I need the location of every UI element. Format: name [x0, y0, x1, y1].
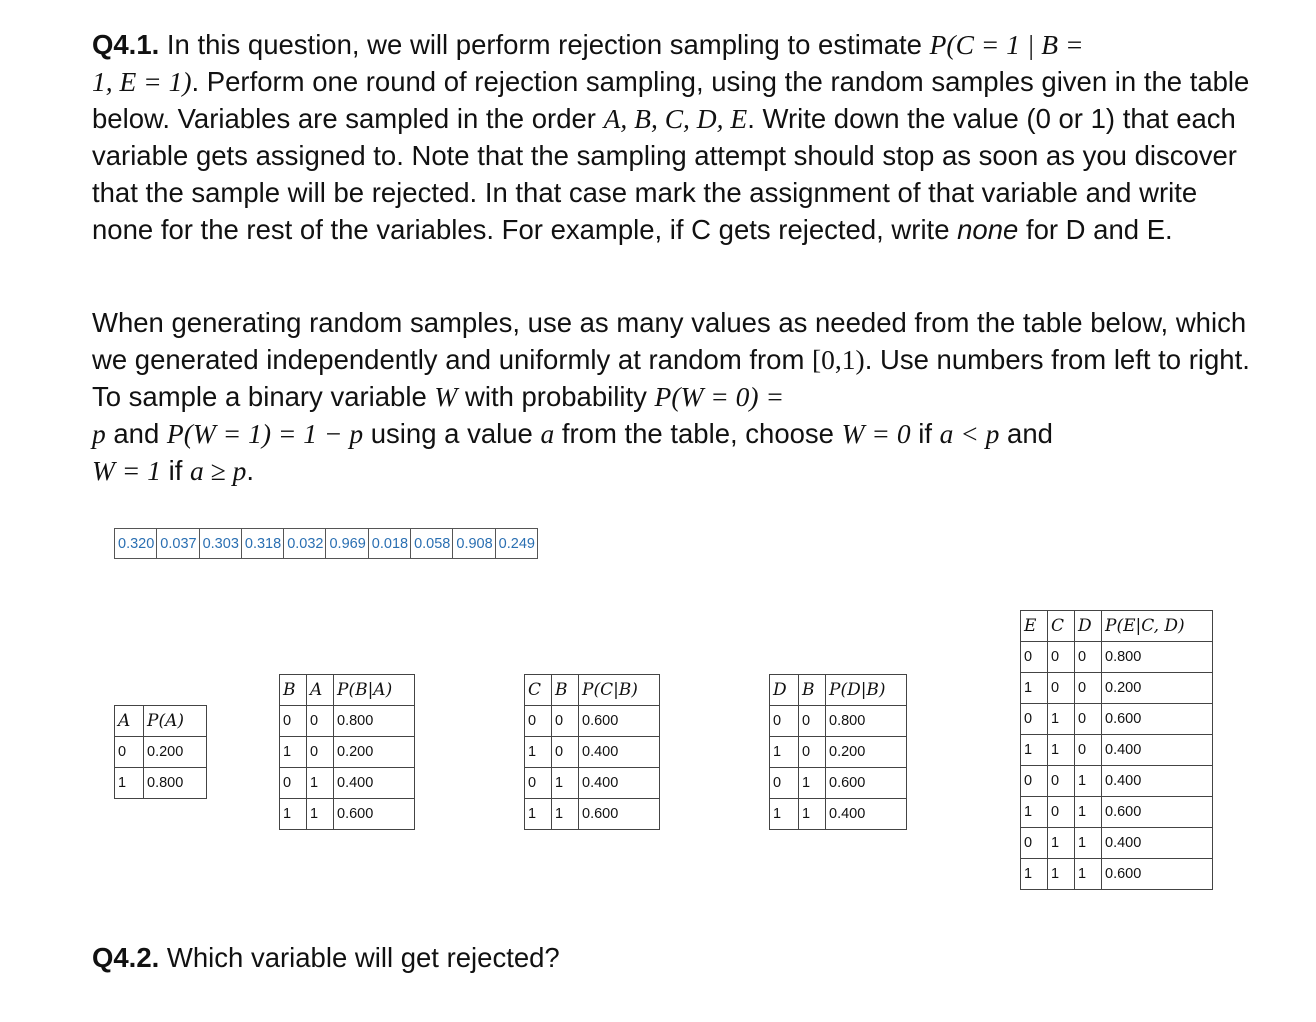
table-row: 1 1 0 0.400 [1021, 735, 1213, 766]
question-4-1: Q4.1. In this question, we will perform rejection sampling to estimate P(C = 1 | B = 1, E = 1). Perform one round of rejection sampling, using the random samples given in the table below. Variables are sampled in the order A, B, C, D, E. Write down the value (0 or 1) that each variable gets assigned to. Note that the sampling attempt should stop as soon as you discover that the sample will be rejected. In that case mark the assignment of that variable and write none for the rest of the variables. For example, if C gets rejected, write none for D and E. [92, 29, 1250, 245]
table-row: 1 0 0 0.200 [1021, 673, 1213, 704]
random-number: 0.318 [241, 529, 283, 559]
sampling-instructions: When generating random samples, use as many values as needed from the table below, which we generated independently and uniformly at random from [0,1). Use numbers from left to right. To sample a binary variable W with probability P(W = 0) = p and P(W = 1) = 1 − p using a value a from the table, choose W = 0 if a < p and W = 1 if a ≥ p. [92, 307, 1250, 486]
random-number: 0.303 [199, 529, 241, 559]
table-header-row: B A P(B|A) [280, 675, 415, 706]
table-row: 0 1 0.400 [525, 768, 660, 799]
random-numbers-row [115, 529, 538, 559]
random-number: 0.037 [157, 529, 199, 559]
q42-label: Q4.2. [92, 942, 160, 973]
table-row: 1 0 0.200 [770, 737, 907, 768]
cpt-table-a [114, 705, 207, 799]
table-row: 1 1 0.600 [525, 799, 660, 830]
table-row: 0 0 0 0.800 [1021, 642, 1213, 673]
table-header-row: D B P(D|B) [770, 675, 907, 706]
table-header-row: E C D P(E|C, D) [1021, 611, 1213, 642]
table-header-row: C B P(C|B) [525, 675, 660, 706]
table-row: 0 1 0 0.600 [1021, 704, 1213, 735]
question-4-2: Q4.2. Which variable will get rejected? [92, 942, 560, 973]
random-number: 0.249 [495, 529, 537, 559]
cpt-table-e [1020, 610, 1213, 890]
random-number: 0.908 [453, 529, 495, 559]
table-row: 1 1 0.400 [770, 799, 907, 830]
table-row: 0 0 0.800 [280, 706, 415, 737]
cpt-table-b [279, 674, 415, 830]
random-numbers-table [114, 528, 538, 559]
table-row: 0 0 1 0.400 [1021, 766, 1213, 797]
random-number: 0.032 [284, 529, 326, 559]
table-row: 1 0.800 [115, 768, 207, 799]
q41-label: Q4.1. [92, 29, 160, 60]
table-row: 1 0 0.400 [525, 737, 660, 768]
table-row: 0 1 1 0.400 [1021, 828, 1213, 859]
table-row: 1 0 1 0.600 [1021, 797, 1213, 828]
cpt-table-d [769, 674, 907, 830]
table-row: 0 1 0.400 [280, 768, 415, 799]
cpt-table-c [524, 674, 660, 830]
table-header-row: A P(A) [115, 706, 207, 737]
random-number: 0.018 [368, 529, 410, 559]
table-row: 1 1 1 0.600 [1021, 859, 1213, 890]
random-number: 0.058 [411, 529, 453, 559]
table-row: 0 0 0.800 [770, 706, 907, 737]
random-number: 0.969 [326, 529, 368, 559]
table-row: 0 1 0.600 [770, 768, 907, 799]
random-number: 0.320 [115, 529, 157, 559]
table-row: 1 1 0.600 [280, 799, 415, 830]
table-row: 0 0 0.600 [525, 706, 660, 737]
table-row: 1 0 0.200 [280, 737, 415, 768]
table-row: 0 0.200 [115, 737, 207, 768]
